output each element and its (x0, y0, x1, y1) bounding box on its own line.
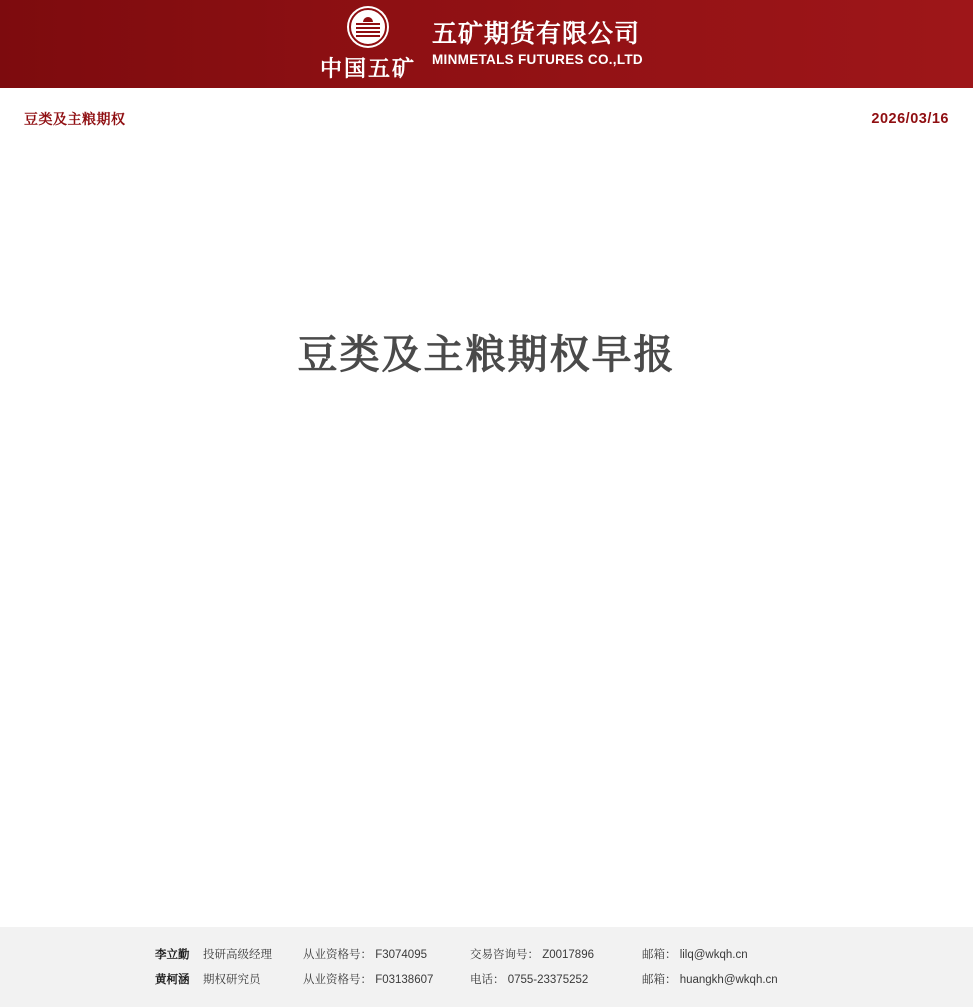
document-body (0, 380, 973, 940)
company-name-cn: 五矿期货有限公司 (432, 20, 641, 49)
company-name-block (432, 20, 643, 67)
report-category: 豆类及主粮期权 (24, 111, 126, 127)
contact-license: 从业资格号： F03138607 (303, 973, 434, 986)
contact-name: 李立勤 (155, 948, 190, 961)
report-date: 2026/03/16 (871, 111, 949, 127)
logo-chinese-name: 中国五矿 (319, 55, 416, 81)
contact-role: 期权研究员 (203, 973, 261, 986)
page-footer (0, 927, 973, 1007)
footer-contact-row (0, 941, 973, 966)
footer-contact-row (0, 966, 973, 991)
contact-name: 黄柯涵 (155, 973, 190, 986)
contact-consulting-number: 交易咨询号： Z0017896 (470, 948, 594, 961)
logo-mark (318, 6, 418, 83)
company-name-en: MINMETALS FUTURES CO.,LTD (432, 52, 643, 68)
page-title: 豆类及主粮期权早报 (297, 333, 676, 377)
minmetals-emblem-icon (347, 6, 389, 48)
contact-email: 邮箱： huangkh@wkqh.cn (642, 973, 778, 986)
contact-phone: 电话： 0755-23375252 (470, 973, 589, 986)
contact-role: 投研高级经理 (203, 948, 272, 961)
contact-license: 从业资格号： F3074095 (303, 948, 427, 961)
page-header (0, 0, 973, 88)
title-area (0, 150, 973, 380)
subheader-bar (0, 88, 973, 150)
contact-email: 邮箱： lilq@wkqh.cn (642, 948, 748, 961)
company-logo (318, 6, 643, 83)
